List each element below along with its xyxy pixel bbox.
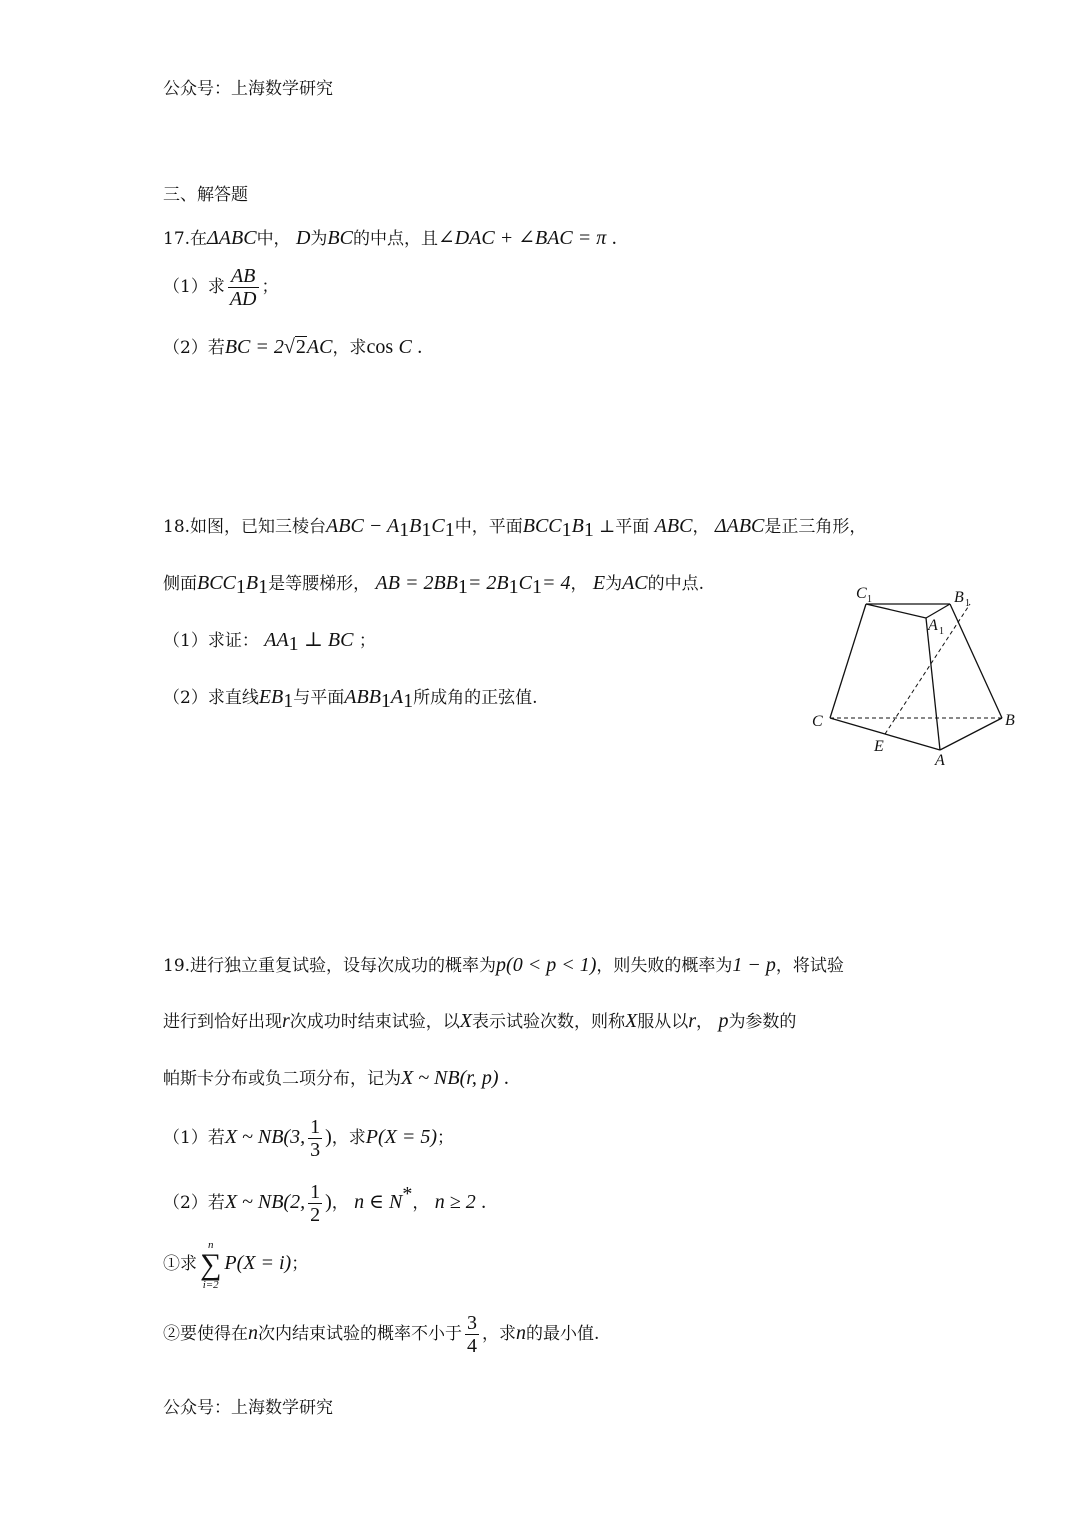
problem-18-part1	[163, 628, 376, 656]
edge-b-b1	[950, 604, 1002, 718]
p18-l1-i: ABC	[654, 515, 693, 537]
frustum-figure	[800, 580, 1040, 770]
p19-l2-c: 次成功时结束试验，以	[289, 1012, 460, 1032]
p18-q2-d: A	[390, 686, 404, 708]
p17-q2-cos: cos	[366, 336, 394, 358]
p17-segment-bc: BC	[327, 227, 353, 249]
p19-s2-fraction	[465, 1312, 479, 1357]
p18-l1-f: BCC	[522, 515, 562, 537]
edge-a-b	[940, 718, 1002, 750]
p19-l2-d: X	[459, 1010, 473, 1032]
p17-q2-mid: ，求	[332, 338, 367, 358]
p19-q1-b: )	[325, 1126, 332, 1148]
p17-end: .	[611, 227, 617, 249]
p17-q2-radicand: 2	[295, 336, 306, 358]
p17-q2-label: （2）若	[163, 338, 225, 358]
p18-l2-g: C	[518, 572, 532, 594]
p19-q2-f: n ≥ 2	[434, 1191, 476, 1213]
p18-l2-b: BCC	[197, 572, 236, 594]
p19-l3-a: 帕斯卡分布或负二项分布，记为	[163, 1069, 401, 1089]
p17-q2-lhs: BC = 2	[224, 336, 284, 358]
p19-s1-expr: P(X = i)	[224, 1252, 292, 1274]
p18-l1-h: ⊥平面	[599, 517, 650, 537]
p19-q2-b: )	[325, 1191, 332, 1213]
page-footer	[163, 1396, 333, 1420]
problem-19-sub1	[163, 1234, 308, 1293]
p19-l3-c: .	[503, 1067, 509, 1089]
p19-s1-sigma: ∑	[200, 1247, 222, 1281]
p18-q1-label: （1）求证：	[163, 631, 259, 651]
p18-l2-f: = 2B	[467, 572, 509, 594]
p18-l1-j: ，	[692, 517, 710, 537]
edge-a1-b1	[926, 604, 950, 618]
p18-q2-c: ABB	[344, 686, 381, 708]
p17-point-d: D	[295, 227, 311, 249]
p18-l2-i: ，	[570, 574, 588, 594]
problem-19-part1	[163, 1110, 454, 1165]
p18-sub: 1	[531, 576, 542, 598]
p17-q2-end: .	[417, 336, 423, 358]
p18-l1-g: B	[571, 515, 584, 537]
p17-q1-label: （1）求	[163, 277, 225, 297]
p17-text1: 中，	[256, 229, 291, 249]
p18-l1-e: 中，平面	[454, 517, 523, 537]
p19-s2-c: ，求	[482, 1324, 516, 1344]
p19-s1-upper: n	[207, 1238, 214, 1251]
p18-l2-e: AB = 2BB	[375, 572, 458, 594]
p19-l1-b: p(0 < p < 1)	[496, 954, 597, 976]
p17-text2: 为	[310, 229, 328, 249]
p19-q2-fraction	[308, 1181, 322, 1226]
p19-q2-star: *	[402, 1183, 413, 1205]
p19-q2-numerator: 1	[310, 1181, 321, 1203]
p19-q2-label: （2）若	[163, 1193, 225, 1213]
p18-sub: 1	[561, 519, 572, 541]
p17-text3: 的中点，且	[352, 229, 438, 249]
p19-q1-c: ，求	[331, 1128, 366, 1148]
p18-q2-a: EB	[258, 686, 284, 708]
p18-l2-k: 为	[605, 574, 623, 594]
p19-q1-numerator: 1	[310, 1116, 321, 1138]
p17-q2-rhs: AC	[306, 336, 333, 358]
p18-sub: 1	[399, 519, 410, 541]
edge-c1-a1	[866, 604, 926, 618]
p19-l2-g: 服从以	[637, 1012, 689, 1032]
problem-17-part2	[163, 335, 422, 360]
p19-l1-a: 19.进行独立重复试验，设每次成功的概率为	[163, 956, 497, 976]
edge-a-a1	[926, 618, 940, 750]
p19-s2-denominator: 4	[467, 1335, 477, 1357]
problem-19-line1	[163, 953, 844, 978]
p18-q2-label: （2）求直线	[163, 688, 259, 708]
p19-s2-n: n	[248, 1322, 258, 1344]
p19-l1-c: ，则失败的概率为	[596, 956, 733, 976]
label-a: A	[935, 752, 945, 769]
p19-l2-b: r	[282, 1010, 290, 1032]
problem-18-part2	[163, 685, 538, 713]
p19-l2-a: 进行到恰好出现	[163, 1012, 282, 1032]
p18-l2-h: = 4	[541, 572, 571, 594]
p18-l2-a: 侧面	[163, 574, 197, 594]
p18-sub: 1	[508, 576, 519, 598]
p17-q1-denominator: AD	[229, 288, 257, 310]
p18-q1-end: ；	[358, 631, 376, 651]
p19-l2-k: 为参数的	[728, 1012, 797, 1032]
p18-l1-l: 是正三角形，	[764, 517, 867, 537]
p18-q2-e: 所成角的正弦值.	[413, 688, 538, 708]
p19-l2-h: r	[688, 1010, 697, 1032]
p17-lead: 17.在	[163, 229, 208, 249]
p19-l2-e: 表示试验次数，则称	[472, 1012, 626, 1032]
p18-l2-j: E	[592, 572, 606, 594]
p18-l2-m: 的中点.	[647, 574, 705, 594]
p19-q1-a: X ~ NB(3,	[224, 1126, 306, 1148]
p18-q1-b: ⊥ BC	[304, 629, 354, 651]
p18-sub: 1	[444, 519, 455, 541]
radical-sign: √	[283, 336, 295, 358]
p18-l2-d: 是等腰梯形，	[268, 574, 371, 594]
p17-q1-numerator: AB	[228, 265, 259, 288]
p18-q2-b: 与平面	[293, 688, 345, 708]
problem-18-line1	[163, 514, 866, 542]
p18-sub: 1	[403, 690, 414, 712]
p18-q1-a: AA	[264, 629, 289, 651]
p19-s2-numerator: 3	[467, 1312, 477, 1334]
p17-condition: ∠DAC + ∠BAC = π	[437, 227, 607, 249]
label-c1: C	[856, 585, 867, 602]
p19-l2-f: X	[625, 1010, 638, 1032]
p18-l1-a: 18.如图，已知三棱台	[163, 517, 327, 537]
section-title	[163, 183, 248, 207]
problem-19-sub2	[163, 1306, 599, 1361]
problem-19-line3	[163, 1066, 509, 1091]
section-title-text: 三、解答题	[163, 185, 248, 205]
p18-sub: 1	[288, 633, 299, 655]
summation-icon	[200, 1239, 221, 1291]
p17-q1-end: ；	[261, 277, 279, 297]
label-b1: B	[954, 589, 964, 606]
p17-q1-fraction	[228, 265, 259, 310]
p19-l2-j: p	[718, 1010, 729, 1032]
p18-sub: 1	[258, 576, 269, 598]
p19-q2-e: ，	[412, 1193, 430, 1213]
label-a1: A	[928, 617, 938, 634]
p17-triangle: ΔABC	[207, 227, 257, 249]
problem-17-statement	[163, 226, 617, 251]
p19-q2-denominator: 2	[310, 1204, 321, 1226]
p18-l1-c: B	[409, 515, 422, 537]
p19-l1-d: 1 − p	[732, 954, 776, 976]
p19-s2-a: ②要使得在	[163, 1324, 248, 1344]
p19-q2-a: X ~ NB(2,	[224, 1191, 306, 1213]
p19-q1-denominator: 3	[310, 1139, 321, 1161]
problem-17-part1	[163, 260, 279, 314]
label-e: E	[874, 738, 884, 755]
p17-q2-angle-c: C	[398, 336, 412, 358]
p18-sub: 1	[283, 690, 294, 712]
page-header	[163, 77, 333, 101]
p18-l2-c: B	[245, 572, 259, 594]
label-b1-sub: 1	[965, 598, 970, 609]
p18-sub: 1	[235, 576, 246, 598]
p19-l3-b: X ~ NB(r, p)	[401, 1067, 499, 1089]
p19-s1-label: ①求	[163, 1254, 197, 1274]
p19-q2-end: .	[481, 1191, 487, 1213]
p18-l1-d: C	[431, 515, 445, 537]
footer-text: 公众号：上海数学研究	[163, 1398, 333, 1418]
label-b: B	[1005, 712, 1015, 729]
p19-s1-end: ；	[291, 1254, 309, 1274]
p19-s2-n2: n	[516, 1322, 526, 1344]
p18-l2-l: AC	[622, 572, 648, 594]
p18-sub: 1	[457, 576, 468, 598]
problem-19-part2	[163, 1167, 486, 1230]
edge-c-c1	[830, 604, 866, 718]
p19-q2-c: ，	[331, 1193, 349, 1213]
p19-s2-d: 的最小值.	[526, 1324, 600, 1344]
p18-l1-b: ABC − A	[326, 515, 400, 537]
label-c: C	[812, 713, 823, 730]
p19-l1-e: ，将试验	[775, 956, 844, 976]
p19-l2-i: ，	[696, 1012, 714, 1032]
p18-sub: 1	[421, 519, 432, 541]
p19-q1-d: P(X = 5)	[365, 1126, 438, 1148]
label-c1-sub: 1	[867, 594, 872, 605]
problem-19-line2	[163, 1009, 796, 1034]
p19-q1-fraction	[308, 1116, 322, 1161]
p19-s2-b: 次内结束试验的概率不小于	[258, 1324, 462, 1344]
p18-l1-k: ΔABC	[714, 515, 765, 537]
header-text: 公众号：上海数学研究	[163, 79, 333, 99]
p19-q1-end: ；	[437, 1128, 455, 1148]
problem-18-line2	[163, 571, 704, 599]
label-a1-sub: 1	[939, 626, 944, 637]
p19-q2-d: n ∈ N	[354, 1191, 403, 1213]
p18-sub: 1	[583, 519, 594, 541]
p19-s1-lower: i=2	[202, 1278, 219, 1291]
p18-sub: 1	[380, 690, 391, 712]
p19-q1-label: （1）若	[163, 1128, 225, 1148]
